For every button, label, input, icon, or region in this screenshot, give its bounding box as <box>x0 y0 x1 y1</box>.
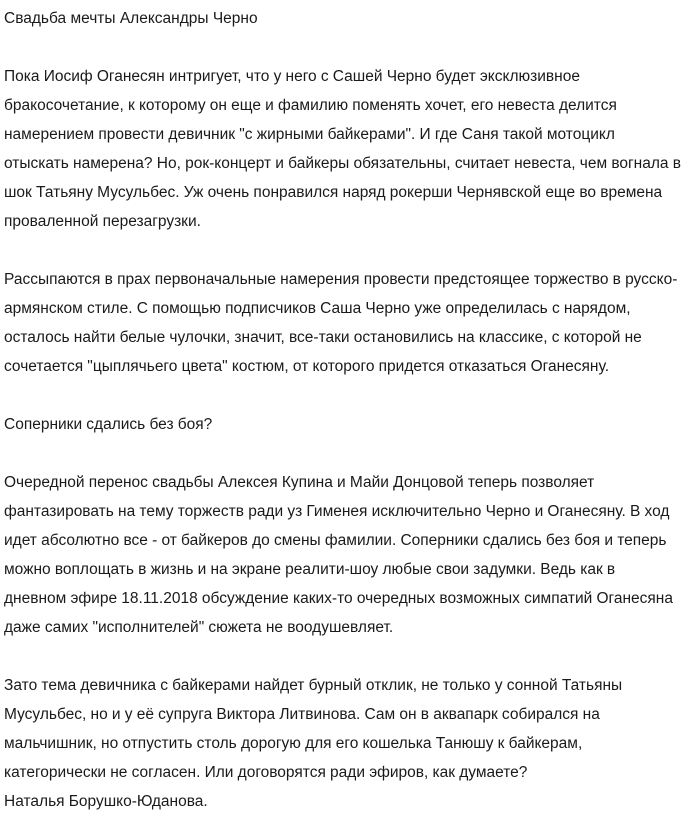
article-paragraph: Очередной перенос свадьбы Алексея Купина и Майи Донцовой теперь позволяет фантазировать на тему торжеств ради уз Гименея исключительно Черно и Оганесяну. В ход идет абсолютно все - от байкеров до смены фамилии. Соперники сдались без боя и теперь можно воплощать в жизнь и на экране реалити-шоу любые свои задумки. Ведь как в дневном эфире 18.11.2018 обсуждение каких-то очередных возможных симпатий Оганесяна даже самих "исполнителей" сюжета не воодушевляет. <box>4 474 673 636</box>
page-title: Свадьба мечты Александры Черно <box>4 10 258 27</box>
article-paragraph: Пока Иосиф Оганесян интригует, что у него с Сашей Черно будет эксклюзивное бракосочетание, к которому он еще и фамилию поменять хочет, его невеста делится намерением провести девичник "с жирными байкерами". И где Саня такой мотоцикл отыскать намерена? Но, рок-концерт и байкеры обязательны, считает невеста, чем вогнала в шок Татьяну Мусульбес. Уж очень понравился наряд рокерши Чернявской еще во времена проваленной перезагрузки. <box>4 68 681 230</box>
title-spacer <box>4 33 681 62</box>
article-paragraph: Рассыпаются в прах первоначальные намерения провести предстоящее торжество в русско-армянском стиле. С помощью подписчиков Саша Черно уже определилась с нарядом, осталось найти белые чулочки, значит, все-таки остановились на классике, с которой не сочетается "цыплячьего цвета" костюм, от которого придется отказаться Оганесяну. <box>4 271 678 375</box>
article-subheading: Соперники сдались без боя? <box>4 416 213 433</box>
article-paragraph: Зато тема девичника с байкерами найдет бурный отклик, не только у сонной Татьяны Мусульбес, но и у её супруга Виктора Литвинова. Сам он в аквапарк собирался на мальчишник, но отпустить столь дорогую для его кошелька Танюшу к байкерам, категорически не согласен. Или договорятся ради эфиров, как думаете? <box>4 677 623 781</box>
article-author-signature: Наталья Борушко-Юданова. <box>4 793 208 810</box>
